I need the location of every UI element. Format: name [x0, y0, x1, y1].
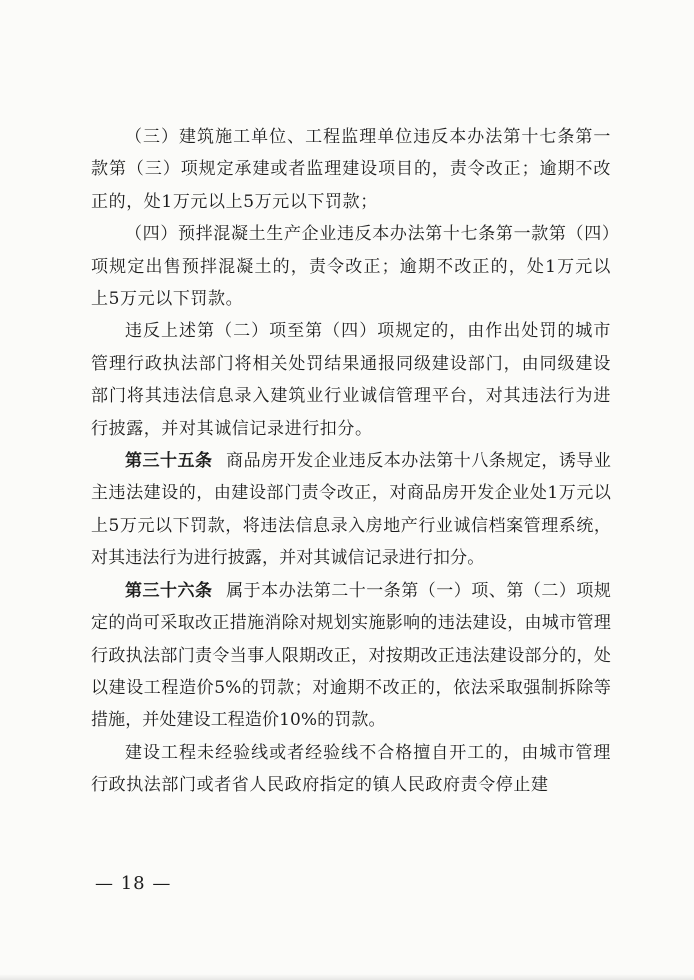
paragraph-article-35 [91, 445, 611, 575]
page-number: — 18 — [95, 873, 172, 894]
paragraph-item-3-clause-3 [91, 121, 611, 218]
article-heading: 第三十六条 [125, 580, 213, 601]
paragraph-unverified-construction [91, 737, 611, 802]
paragraph-text: （三）建筑施工单位、工程监理单位违反本办法第十七条第一款第（三）项规定承建或者监理建设项目的，责令改正；逾期不改正的，处1万元以上5万元以下罚款； [91, 127, 611, 212]
paragraph-text: 属于本办法第二十一条第（一）项、第（二）项规定的尚可采取改正措施消除对规划实施影响的违法建设，由城市管理行政执法部门责令当事人限期改正，对按期改正违法建设部分的，处以建设工程造价5%的罚款；对逾期不改正的，依法采取强制拆除等措施，并处建设工程造价10%的罚款。 [91, 580, 611, 731]
paragraph-text: 违反上述第（二）项至第（四）项规定的，由作出处罚的城市管理行政执法部门将相关处罚结果通报同级建设部门，由同级建设部门将其违法信息录入建筑业行业诚信管理平台，对其违法行为进行披露，并对其诚信记录进行扣分。 [91, 321, 611, 439]
paragraph-violation-notice [91, 315, 611, 445]
paragraph-text: 建设工程未经验线或者经验线不合格擅自开工的，由城市管理行政执法部门或者省人民政府指定的镇人民政府责令停止建 [91, 742, 611, 796]
paragraph-text: （四）预拌混凝土生产企业违反本办法第十七条第一款第（四）项规定出售预拌混凝土的，责令改正；逾期不改正的，处1万元以上5万元以下罚款。 [91, 224, 611, 310]
paragraph-article-36 [91, 575, 611, 737]
paragraph-item-3-clause-4 [91, 218, 611, 315]
paragraph-text: 商品房开发企业违反本办法第十八条规定，诱导业主违法建设的，由建设部门责令改正，对商品房开发企业处1万元以上5万元以下罚款，将违法信息录入房地产行业诚信档案管理系统，对其违法行为进行披露，并对其诚信记录进行扣分。 [91, 451, 611, 569]
article-heading: 第三十五条 [125, 451, 213, 472]
scan-edge-shadow [0, 974, 694, 980]
document-body [91, 121, 611, 802]
